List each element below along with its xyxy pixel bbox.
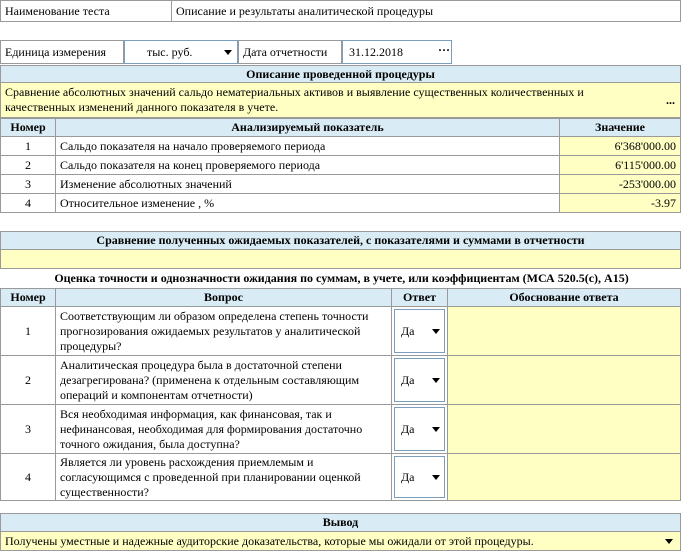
col-answer: Ответ: [391, 288, 448, 307]
chevron-down-icon: [432, 378, 440, 383]
date-picker[interactable]: [342, 40, 452, 64]
col-number: Номер: [0, 288, 56, 307]
unit-label: Единица измерения: [0, 40, 124, 64]
more-icon: ···: [438, 43, 451, 57]
col-justification: Обоснование ответа: [447, 288, 681, 307]
answer-cell: [391, 453, 448, 501]
question-text: [55, 404, 392, 454]
justification-input[interactable]: [447, 306, 681, 356]
row-indicator: Сальдо показателя на конец проверяемого периода: [55, 155, 560, 175]
answer-value: Да: [401, 373, 415, 387]
col-question: Вопрос: [55, 288, 392, 307]
row-value[interactable]: 6'368'000.00: [559, 136, 681, 156]
unit-dropdown[interactable]: [124, 40, 238, 64]
question-label: Является ли уровень расхождения приемлемым и согласующимся с проведенной при планировании оценкой существенности?: [60, 454, 361, 499]
col-value: Значение: [559, 118, 681, 137]
answer-value: Да: [401, 470, 415, 484]
question-number: 1: [0, 306, 56, 356]
date-value: 31.12.2018: [349, 45, 403, 59]
test-name-value: Описание и результаты аналитической процедуры: [171, 0, 681, 22]
assessment-title: Оценка точности и однозначности ожидания по суммам, в учете, или коэффициентам (МСА 520.5(с), А15): [54, 271, 629, 285]
question-text: [55, 355, 392, 405]
test-name-label: Наименование теста: [0, 0, 172, 22]
more-button[interactable]: ...: [666, 93, 675, 107]
chevron-down-icon: [665, 539, 673, 544]
chevron-down-icon: [224, 50, 232, 55]
chevron-down-icon: [432, 427, 440, 432]
comparison-header: Сравнение полученных ожидаемых показателей, с показателями и суммами в отчетности: [0, 231, 681, 250]
answer-cell: [391, 306, 448, 356]
answer-dropdown[interactable]: [394, 456, 445, 498]
row-number: 4: [0, 193, 56, 213]
row-value[interactable]: -3.97: [559, 193, 681, 213]
justification-input[interactable]: [447, 453, 681, 501]
procedure-description[interactable]: [0, 82, 681, 118]
answer-dropdown[interactable]: [394, 407, 445, 451]
answer-cell: [391, 355, 448, 405]
row-value[interactable]: 6'115'000.00: [559, 155, 681, 175]
chevron-down-icon: [432, 329, 440, 334]
answer-dropdown[interactable]: [394, 358, 445, 402]
justification-input[interactable]: [447, 355, 681, 405]
procedure-text: Сравнение абсолютных значений сальдо нематериальных активов и выявление существенных количественных и качественных изменений данного показателя в учете.: [5, 85, 584, 114]
date-label: Дата отчетности: [238, 40, 342, 64]
conclusion-dropdown[interactable]: [0, 531, 681, 551]
answer-dropdown[interactable]: [394, 309, 445, 353]
question-text: [55, 306, 392, 356]
unit-value: тыс. руб.: [147, 45, 193, 59]
justification-input[interactable]: [447, 404, 681, 454]
question-number: 3: [0, 404, 56, 454]
answer-value: Да: [401, 422, 415, 436]
col-indicator: Анализируемый показатель: [55, 118, 560, 137]
row-indicator: Изменение абсолютных значений: [55, 174, 560, 194]
question-number: 2: [0, 355, 56, 405]
question-label: Соответствующим ли образом определена степень точности прогнозирования ожидаемых результатов у аналитической процедуры?: [60, 308, 369, 353]
question-label: Аналитическая процедура была в достаточной степени дезагрегирована? (применена к отдельным составляющим операций и компонентам отчетности): [60, 357, 360, 402]
row-indicator: Относительное изменение , %: [55, 193, 560, 213]
row-number: 3: [0, 174, 56, 194]
chevron-down-icon: [432, 475, 440, 480]
row-number: 1: [0, 136, 56, 156]
row-indicator: Сальдо показателя на начало проверяемого периода: [55, 136, 560, 156]
row-number: 2: [0, 155, 56, 175]
conclusion-header: Вывод: [0, 513, 681, 532]
answer-cell: [391, 404, 448, 454]
question-text: [55, 453, 392, 501]
comparison-input[interactable]: [0, 249, 681, 269]
question-label: Вся необходимая информация, как финансовая, так и нефинансовая, необходимая для формирования достаточно точного ожидания, была доступна?: [60, 406, 363, 451]
answer-value: Да: [401, 324, 415, 338]
row-value[interactable]: -253'000.00: [559, 174, 681, 194]
procedure-header: Описание проведенной процедуры: [0, 65, 681, 83]
conclusion-value: Получены уместные и надежные аудиторские доказательства, которые мы ожидали от этой процедуры.: [5, 534, 534, 548]
col-number: Номер: [0, 118, 56, 137]
question-number: 4: [0, 453, 56, 501]
